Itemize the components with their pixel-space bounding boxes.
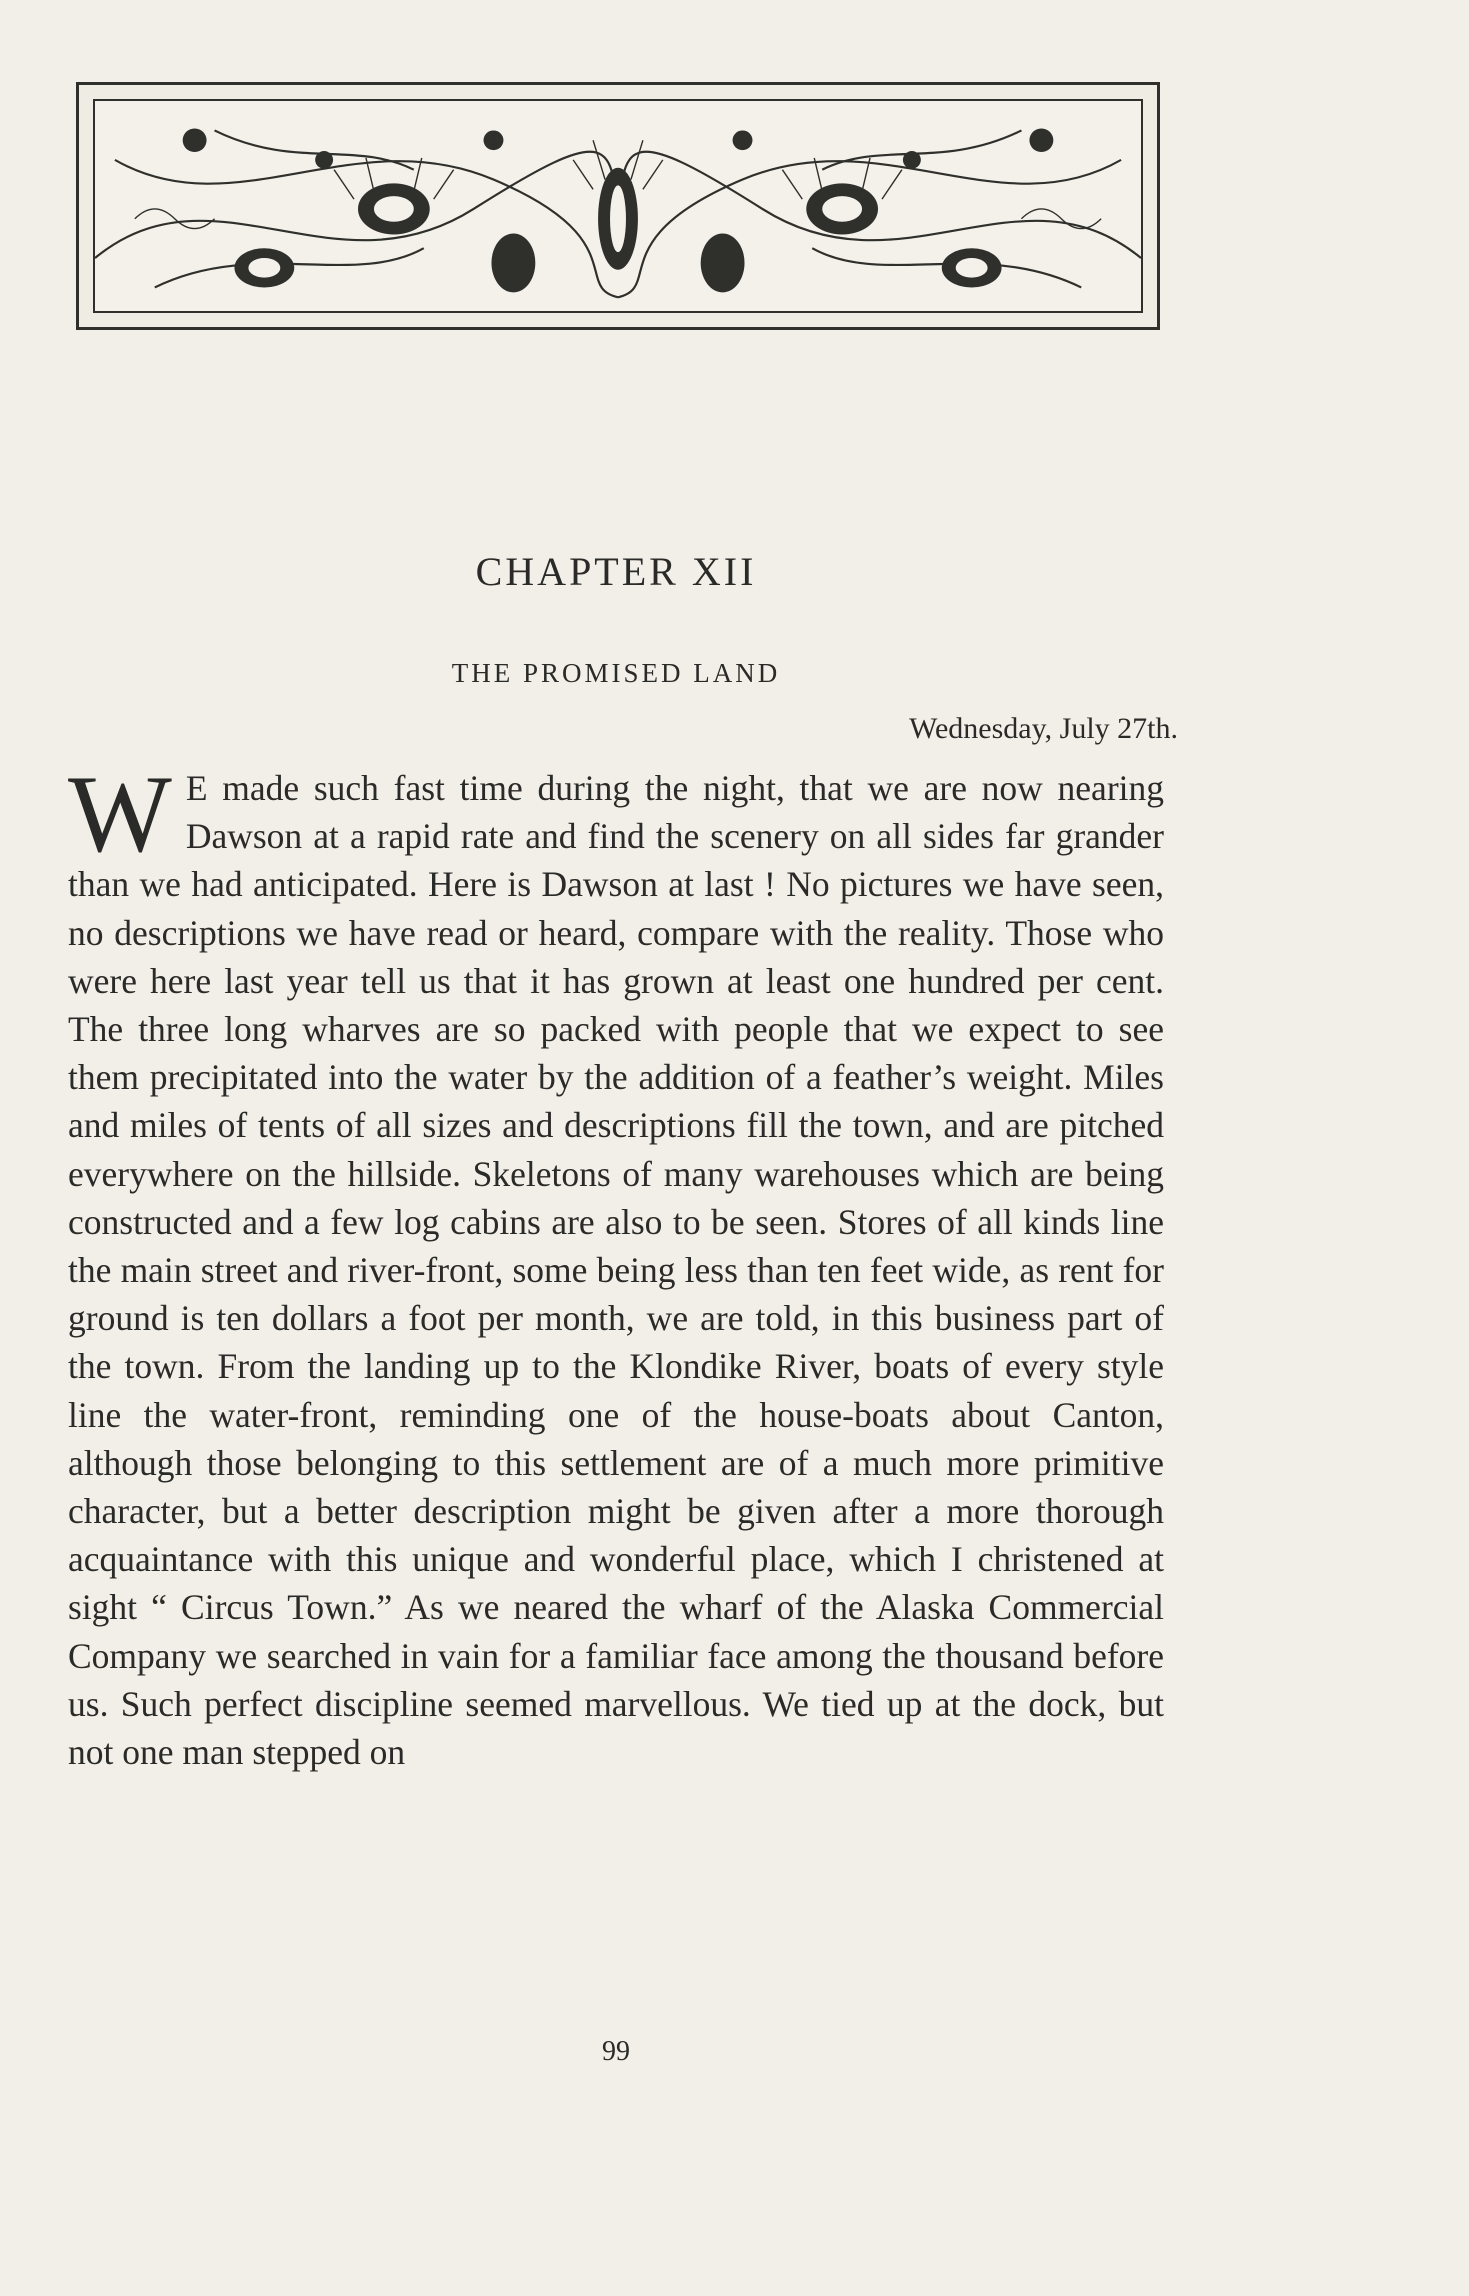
- drop-cap: W: [68, 753, 172, 875]
- chapter-subtitle: THE PROMISED LAND: [451, 658, 781, 688]
- floral-headpiece-icon: [76, 82, 1160, 330]
- page-number: 99: [602, 2036, 630, 2067]
- dateline: Wednesday, July 27th.: [909, 712, 1178, 745]
- chapter-title: CHAPTER XII: [475, 549, 757, 594]
- body-paragraph: [68, 753, 1164, 1776]
- body-text: E made such fast time during the night, that we are now nearing Dawson at a rapid rate and find the scenery on all sides far grander than we had anticipated. Here is Dawson at last ! No pictures we have seen, no descriptions we have read or heard, compare with the reality. Those who were here last year tell us that it has grown at least one hundred per cent. The three long wharves are so packed with people that we expect to see them precipitated into the water by the addition of a feather’s weight. Miles and miles of tents of all sizes and descriptions fill the town, and are pitched everywhere on the hillside. Skeletons of many warehouses which are being constructed and a few log cabins are also to be seen. Stores of all kinds line the main street and river-front, some being less than ten feet wide, as rent for ground is ten dollars a foot per month, we are told, in this business part of the town. From the landing up to the Klondike River, boats of every style line the water-front, reminding one of the house-boats about Canton, although those belonging to this settlement are of a much more primitive character, but a better description might be given after a more thorough acquaintance with this unique and wonderful place, which I christened at sight “ Circus Town.” As we neared the wharf of the Alaska Commercial Company we searched in vain for a familiar face among the thousand before us. Such perfect discipline seemed marvellous. We tied up at the dock, but not one man stepped on: [68, 768, 1164, 1773]
